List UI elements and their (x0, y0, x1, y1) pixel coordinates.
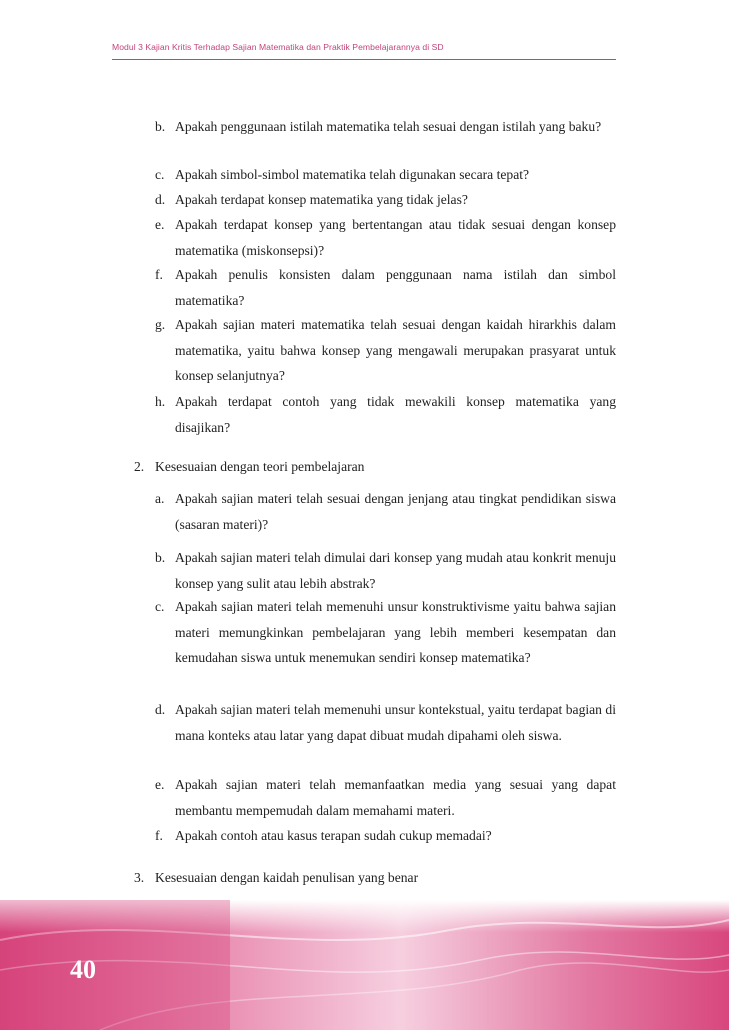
section-3-heading (134, 865, 614, 891)
list2-item-d (155, 697, 616, 748)
list2-item-b (155, 545, 616, 596)
item-text: Apakah penggunaan istilah matematika telah sesuai dengan istilah yang baku? (175, 119, 602, 134)
footer-banner (0, 900, 729, 1030)
item-letter: a. (155, 491, 165, 506)
list2-item-a (155, 486, 616, 537)
section-number: 3. (134, 870, 145, 885)
item-text: Apakah sajian materi telah memenuhi unsur kontekstual, yaitu terdapat bagian di mana konteks atau latar yang dapat dibuat mudah dipahami oleh siswa. (175, 702, 616, 743)
item-text: Apakah sajian materi telah memenuhi unsur konstruktivisme yaitu bahwa sajian materi memungkinkan pembelajaran yang lebih memberi kesempatan dan kemudahan siswa untuk menemukan sendiri konsep matematika? (175, 599, 616, 666)
page-number: 40 (70, 955, 96, 984)
section-title: Kesesuaian dengan teori pembelajaran (155, 459, 365, 474)
list2-item-c (155, 594, 616, 671)
item-text: Apakah terdapat konsep matematika yang tidak jelas? (175, 192, 468, 207)
item-text: Apakah simbol-simbol matematika telah digunakan secara tepat? (175, 167, 530, 182)
section-title: Kesesuaian dengan kaidah penulisan yang benar (155, 870, 419, 885)
list1-item-e (155, 212, 616, 263)
item-text: Apakah sajian materi telah sesuai dengan jenjang atau tingkat pendidikan siswa (sasaran materi)? (175, 491, 616, 532)
item-letter: f. (155, 267, 163, 282)
list1-item-d (155, 187, 616, 213)
list1-item-g (155, 312, 616, 389)
item-letter: g. (155, 317, 166, 332)
item-letter: c. (155, 599, 165, 614)
item-letter: h. (155, 394, 166, 409)
list2-item-f (155, 823, 616, 849)
list1-item-b (155, 114, 616, 140)
item-letter: b. (155, 550, 166, 565)
item-letter: b. (155, 119, 166, 134)
item-letter: d. (155, 192, 166, 207)
item-letter: d. (155, 702, 166, 717)
section-2-heading (134, 454, 614, 480)
item-letter: c. (155, 167, 165, 182)
list1-item-h (155, 389, 616, 440)
footer-wave-graphic (0, 900, 729, 1030)
item-text: Apakah terdapat contoh yang tidak mewakili konsep matematika yang disajikan? (175, 394, 616, 435)
item-text: Apakah penulis konsisten dalam penggunaan nama istilah dan simbol matematika? (175, 267, 616, 308)
item-text: Apakah terdapat konsep yang bertentangan atau tidak sesuai dengan konsep matematika (miskonsepsi)? (175, 217, 616, 258)
header-rule (112, 59, 616, 60)
section-number: 2. (134, 459, 145, 474)
list1-item-c (155, 162, 616, 188)
list1-item-f (155, 262, 616, 313)
item-letter: e. (155, 777, 165, 792)
item-letter: f. (155, 828, 163, 843)
item-letter: e. (155, 217, 165, 232)
item-text: Apakah sajian materi telah memanfaatkan media yang sesuai yang dapat membantu mempemudah dalam memahami materi. (175, 777, 616, 818)
running-header: Modul 3 Kajian Kritis Terhadap Sajian Matematika dan Praktik Pembelajarannya di SD (112, 42, 444, 52)
item-text: Apakah contoh atau kasus terapan sudah cukup memadai? (175, 828, 492, 843)
item-text: Apakah sajian materi matematika telah sesuai dengan kaidah hirarkhis dalam matematika, yaitu bahwa konsep yang mengawali merupakan prasyarat untuk konsep selanjutnya? (175, 317, 616, 384)
item-text: Apakah sajian materi telah dimulai dari konsep yang mudah atau konkrit menuju konsep yang sulit atau lebih abstrak? (175, 550, 616, 591)
list2-item-e (155, 772, 616, 823)
